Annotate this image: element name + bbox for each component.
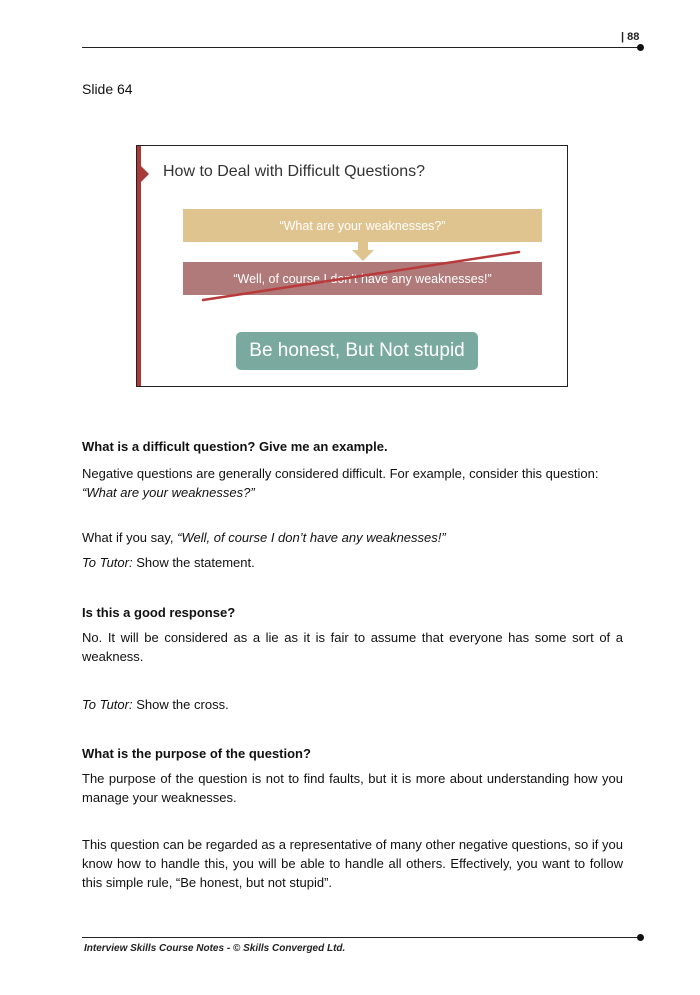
section-good-response [82, 603, 623, 622]
paragraph-purpose [82, 769, 623, 807]
p2-quote: “Well, of course I don’t have any weaknesses!” [177, 530, 446, 545]
rule-dot [637, 934, 644, 941]
heading-difficult-question: What is a difficult question? Give me an example. [82, 439, 388, 454]
tutor-note-2 [82, 695, 623, 714]
section-purpose [82, 744, 623, 763]
slide-title-marker [141, 166, 149, 182]
tutor-note-1 [82, 553, 623, 572]
answer-text: “Well, of course I don’t have any weaknesses!” [233, 271, 492, 286]
slide-image [136, 145, 568, 387]
question-text: “What are your weaknesses?” [279, 218, 446, 233]
p1-text: Negative questions are generally considered difficult. For example, consider this question: [82, 466, 599, 481]
paragraph-negative-questions [82, 464, 623, 502]
footer-rule [82, 937, 640, 938]
heading-purpose: What is the purpose of the question? [82, 746, 311, 761]
tutor-label-1: To Tutor: [82, 555, 133, 570]
section-difficult-question [82, 437, 623, 456]
paragraph-representative [82, 835, 623, 892]
header-rule [82, 47, 640, 48]
slide-accent-bar [137, 146, 141, 386]
paragraph-what-if [82, 528, 623, 547]
heading-good-response: Is this a good response? [82, 605, 236, 620]
tutor-text-1: Show the statement. [132, 555, 255, 570]
p1-quote: “What are your weaknesses?” [82, 485, 255, 500]
slide-label: Slide 64 [82, 81, 133, 97]
paragraph-lie [82, 628, 623, 666]
rule-box [236, 332, 478, 370]
tutor-text-2: Show the cross. [132, 697, 229, 712]
p3-text: No. It will be considered as a lie as it is fair to assume that everyone has some sort of a weakness. [82, 630, 623, 664]
tutor-label-2: To Tutor: [82, 697, 133, 712]
rule-text: Be honest, But Not stupid [249, 340, 465, 361]
p5-text: This question can be regarded as a representative of many other negative questions, so if you know how to handle this, you will be able to handle all others. Effectively, you want to follow this simple rule, “Be honest, but not stupid”. [82, 837, 623, 890]
slide-title: How to Deal with Difficult Questions? [163, 163, 426, 180]
p2-text: What if you say, [82, 530, 178, 545]
question-box [183, 209, 542, 242]
cross-out-line [197, 250, 537, 306]
rule-dot [637, 44, 644, 51]
footer-text: Interview Skills Course Notes - © Skills Converged Ltd. [84, 943, 346, 954]
p4-text: The purpose of the question is not to find faults, but it is more about understanding how you manage your weaknesses. [82, 771, 623, 805]
page-number: | 88 [621, 31, 640, 43]
